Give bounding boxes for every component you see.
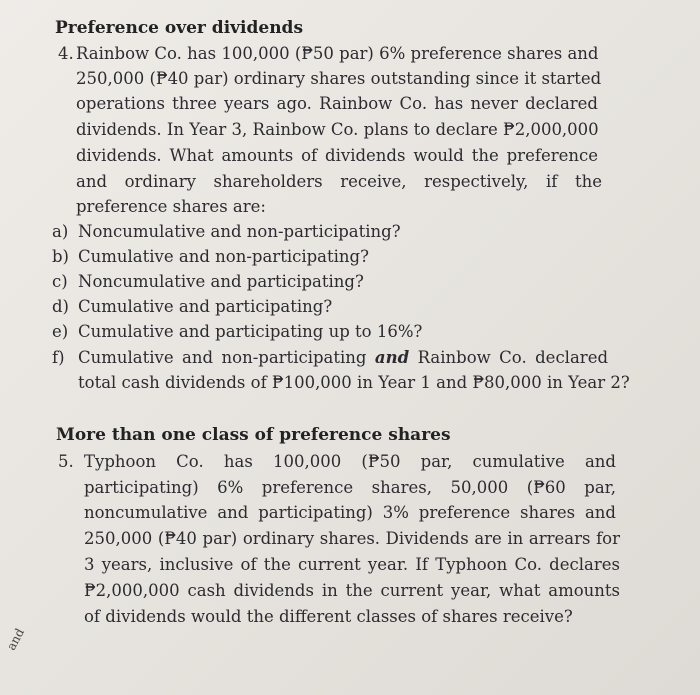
option-f-text-b: Rainbow Co. declared bbox=[417, 348, 609, 367]
option-f-label: f) bbox=[52, 348, 65, 367]
problem-4-line-6: and ordinary shareholders receive, respectively, if the bbox=[76, 172, 602, 191]
option-f-text-line-2: total cash dividends of ₱100,000 in Year 1 and ₱80,000 in Year 2? bbox=[78, 373, 630, 392]
section-title-preference-over-dividends: Preference over dividends bbox=[55, 18, 304, 38]
option-b-text: Cumulative and non-participating? bbox=[78, 247, 369, 266]
problem-5-line-4: 250,000 (₱40 par) ordinary shares. Dividends are in arrears for bbox=[84, 529, 620, 548]
problem-number-4: 4. bbox=[58, 44, 74, 63]
problem-5-line-7: of dividends would the different classes of shares receive? bbox=[84, 607, 573, 626]
problem-4-line-2: 250,000 (₱40 par) ordinary shares outstanding since it started bbox=[76, 69, 602, 88]
option-d-text: Cumulative and participating? bbox=[78, 297, 333, 316]
option-a-label: a) bbox=[52, 222, 69, 241]
problem-number-5: 5. bbox=[58, 452, 74, 471]
option-f-emphasis-and: and bbox=[374, 348, 410, 367]
problem-5-line-1: Typhoon Co. has 100,000 (₱50 par, cumulative and bbox=[84, 452, 616, 471]
option-c-label: c) bbox=[52, 272, 68, 291]
option-e-label: e) bbox=[52, 322, 69, 341]
problem-4-line-5: dividends. What amounts of dividends would the preference bbox=[76, 146, 598, 165]
section-title-more-than-one-class: More than one class of preference shares bbox=[56, 425, 451, 445]
option-f-text-a: Cumulative and non-participating bbox=[78, 348, 367, 367]
problem-5-line-2: participating) 6% preference shares, 50,000 (₱60 par, bbox=[84, 478, 616, 497]
option-c-text: Noncumulative and participating? bbox=[78, 272, 364, 291]
option-a-text: Noncumulative and non-participating? bbox=[78, 222, 401, 241]
problem-5-line-3: noncumulative and participating) 3% preference shares and bbox=[84, 503, 616, 522]
handwritten-margin-note: and bbox=[4, 626, 27, 653]
option-b-label: b) bbox=[52, 247, 69, 266]
option-d-label: d) bbox=[52, 297, 69, 316]
problem-5-line-5: 3 years, inclusive of the current year. If Typhoon Co. declares bbox=[84, 555, 620, 574]
problem-4-line-4: dividends. In Year 3, Rainbow Co. plans to declare ₱2,000,000 bbox=[76, 120, 599, 139]
problem-4-line-1: Rainbow Co. has 100,000 (₱50 par) 6% preference shares and bbox=[76, 44, 599, 63]
problem-4-line-3: operations three years ago. Rainbow Co. has never declared bbox=[76, 94, 598, 113]
option-e-text: Cumulative and participating up to 16%? bbox=[78, 322, 423, 341]
option-f-text-line-1 bbox=[78, 348, 608, 367]
problem-5-line-6: ₱2,000,000 cash dividends in the current year, what amounts bbox=[84, 581, 620, 600]
problem-4-line-7: preference shares are: bbox=[76, 197, 266, 216]
